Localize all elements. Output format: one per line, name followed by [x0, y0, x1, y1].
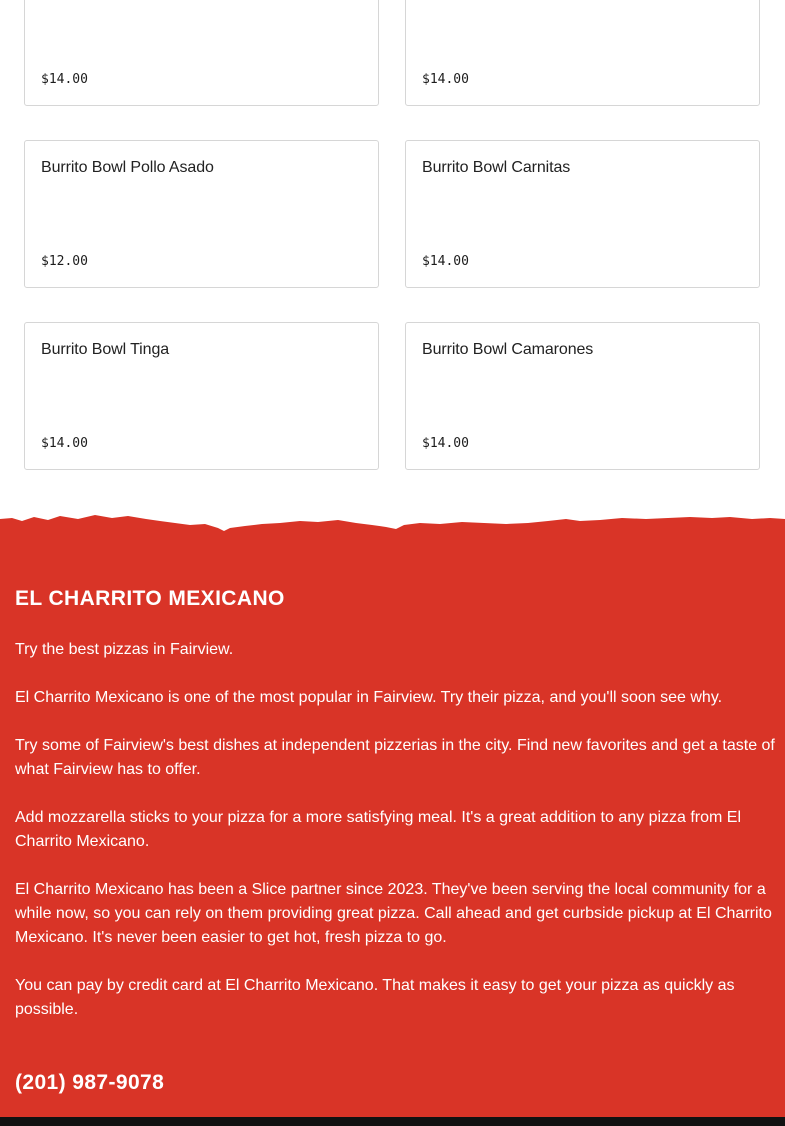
store-description-paragraph: El Charrito Mexicano is one of the most popular in Fairview. Try their pizza, and you'll soon see why.: [15, 689, 723, 706]
menu-item-price: $14.00: [41, 72, 88, 87]
menu-item-card[interactable]: [405, 0, 760, 106]
menu-item-name: Burrito Bowl Carnitas: [422, 159, 571, 176]
menu-item-card[interactable]: [24, 322, 379, 470]
menu-item-name: Burrito Bowl Pollo Asado: [41, 159, 214, 176]
menu-item-card[interactable]: [405, 140, 760, 288]
menu-item-name: Burrito Bowl Tinga: [41, 341, 170, 358]
bottom-bar: [0, 1117, 785, 1126]
menu-item-name: Burrito Bowl Camarones: [422, 341, 594, 358]
footer-body: [0, 540, 785, 1117]
store-description-paragraph: Try some of Fairview's best dishes at independent pizzerias in the city. Find new favorites and get a taste of what Fairview has to offer.: [15, 737, 775, 778]
menu-item-price: $14.00: [422, 254, 469, 269]
store-info-footer: [0, 515, 785, 1117]
menu-item-card[interactable]: [405, 322, 760, 470]
store-description-paragraph: Add mozzarella sticks to your pizza for a more satisfying meal. It's a great addition to any pizza from El Charrito Mexicano.: [15, 809, 742, 850]
menu-item-price: $14.00: [41, 436, 88, 451]
store-description-paragraph: Try the best pizzas in Fairview.: [15, 641, 234, 658]
menu-item-price: $14.00: [422, 436, 469, 451]
store-name-heading: EL CHARRITO MEXICANO: [15, 587, 285, 610]
menu-item-price: $12.00: [41, 254, 88, 269]
menu-grid: [0, 0, 785, 520]
menu-item-price: $14.00: [422, 72, 469, 87]
menu-item-card[interactable]: [24, 0, 379, 106]
store-description-paragraph: You can pay by credit card at El Charrito Mexicano. That makes it easy to get your pizza as quickly as possible.: [15, 977, 735, 1018]
store-description-paragraph: El Charrito Mexicano has been a Slice partner since 2023. They've been serving the local community for a while now, so you can rely on them providing great pizza. Call ahead and get curbside pickup at El Charrito Mexicano. It's never been easier to get hot, fresh pizza to go.: [15, 881, 772, 946]
menu-item-card[interactable]: [24, 140, 379, 288]
phone-number-link[interactable]: (201) 987-9078: [15, 1071, 165, 1094]
